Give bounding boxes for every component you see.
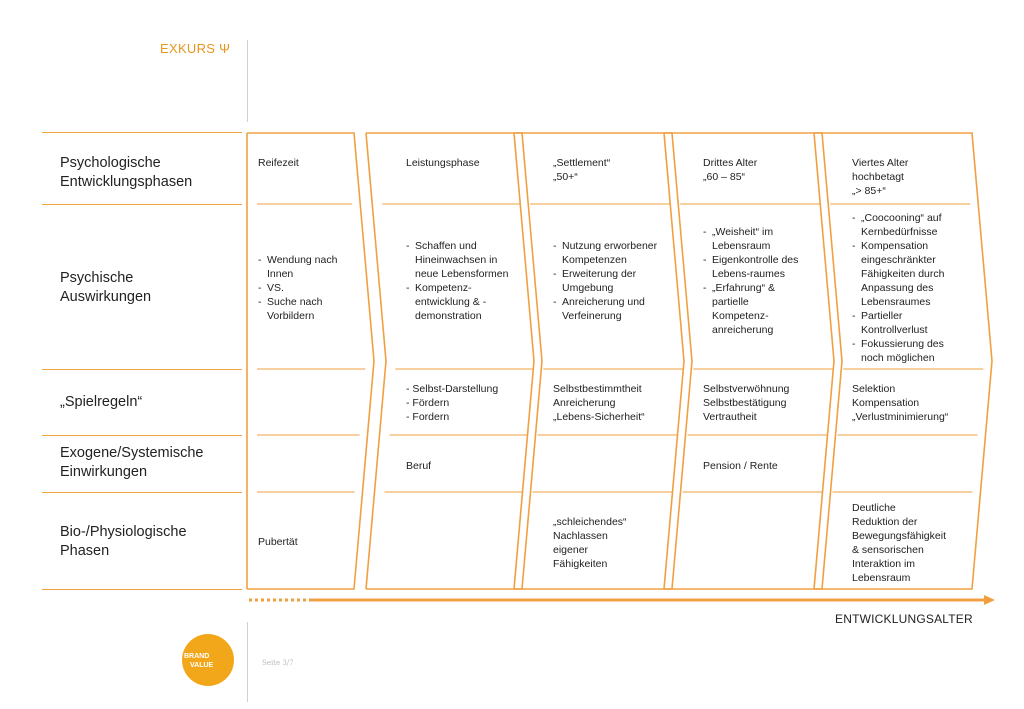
cell-phase-5: Viertes Alter hochbetagt „> 85+“ (852, 157, 909, 197)
row-label-phases: Psychologische Entwicklungsphasen (60, 155, 193, 190)
cell-effects-3: - Nutzung erworbener Kompetenzen - Erweiterung der Umgebung - Anreicherung und Verfeinerung (553, 239, 665, 323)
chevron-outline (664, 133, 842, 589)
cell-effects-1: - Wendung nach Innen - VS. - Suche nach Vorbildern (258, 253, 358, 323)
cell-bio-1: Pubertät (258, 536, 298, 548)
cell-effects-5: - „Coocooning“ auf Kernbedürfnisse - Kompensation eingeschränkter Fähigkeiten durch Anpassung des Lebensraumes - Partieller Kontrollverlust - Fokussierung des noch möglichen (852, 211, 967, 365)
cell-effects-4: - „Weisheit“ im Lebensraum - Eigenkontrolle des Lebens-raumes - „Erfahrung“ & partielle Kompetenz-anreicherung (703, 225, 803, 337)
cell-rules-4: Selbstverwöhnung Selbstbestätigung Vertrautheit (703, 383, 790, 423)
cell-phase-3: „Settlement“ „50+“ (553, 157, 611, 183)
cell-phase-2: Leistungsphase (406, 157, 480, 169)
cell-exogenous-4: Pension / Rente (703, 460, 778, 472)
page-number: Seite 3/7 (262, 659, 294, 667)
row-label-bio: Bio-/Physiologische Phasen (60, 524, 187, 559)
page-title: EXKURS Ψ (160, 41, 231, 56)
chevron-outline (366, 133, 542, 589)
cell-effects-2: - Schaffen und Hineinwachsen in neue Lebensformen - Kompetenz-entwicklung & -demonstration (406, 239, 520, 323)
axis-label: ENTWICKLUNGSALTER (835, 612, 973, 626)
cell-exogenous-2: Beruf (406, 460, 432, 472)
row-label-rules: „Spielregeln“ (60, 394, 143, 410)
cell-rules-3: Selbstbestimmtheit Anreicherung „Lebens-Sicherheit“ (553, 383, 645, 423)
cell-rules-5: Selektion Kompensation „Verlustminimierung“ (852, 383, 949, 423)
cell-phase-1: Reifezeit (258, 157, 299, 169)
row-label-effects: Psychische Auswirkungen (60, 270, 152, 305)
chevron-outline (247, 133, 374, 589)
age-axis-arrow (0, 592, 1024, 608)
brand-value-logo: BRAND VALUE (182, 634, 234, 686)
cell-phase-4: Drittes Alter „60 – 85“ (703, 157, 758, 183)
row-label-exogenous: Exogene/Systemische Einwirkungen (60, 445, 204, 480)
cell-bio-3: „schleichendes“ Nachlassen eigener Fähigkeiten (553, 516, 627, 570)
cell-rules-2: - Selbst-Darstellung - Fördern - Fordern (406, 383, 499, 423)
cell-bio-5: Deutliche Reduktion der Bewegungsfähigkeit & sensorischen Interaktion im Lebensraum (852, 502, 946, 584)
